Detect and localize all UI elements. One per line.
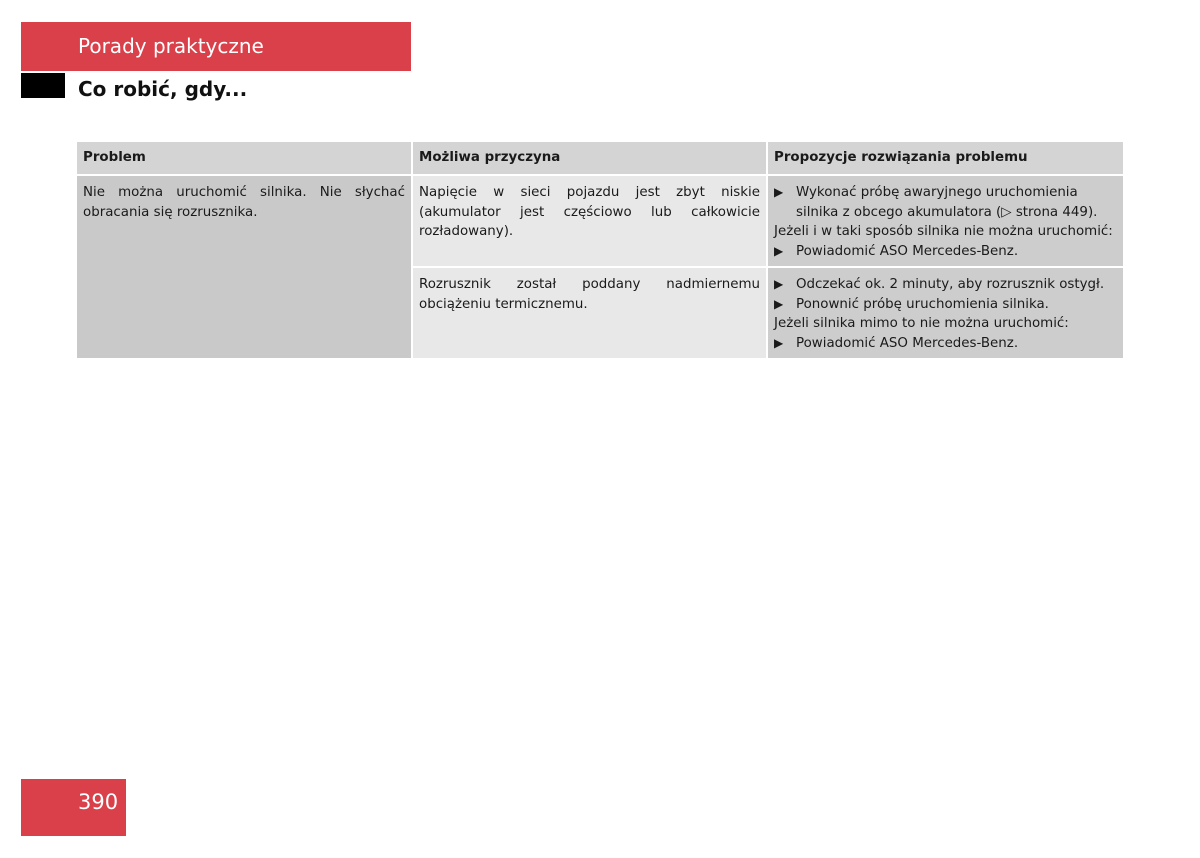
solution-step-text: Wykonać próbę awaryjnego uruchomienia silnika z obcego akumulatora (▷ strona 449). <box>796 185 1098 220</box>
solution-step <box>774 295 1117 315</box>
subsection-title: Co robić, gdy... <box>78 77 248 101</box>
subsection-marker <box>21 73 65 98</box>
problem-cell: Nie można uruchomić silnika. Nie słychać obracania się rozrusznika. <box>77 175 412 358</box>
solution-step-text: Powiadomić ASO Mercedes-Benz. <box>796 335 1019 351</box>
solution-note: Jeżeli silnika mimo to nie można uruchomić: <box>774 316 1069 331</box>
solution-step <box>774 334 1117 354</box>
cause-cell: Rozrusznik został poddany nadmiernemu obciążeniu termicznemu. <box>412 267 767 358</box>
play-arrow-icon: ▶ <box>774 335 784 350</box>
solution-step <box>774 275 1117 295</box>
play-arrow-icon: ▶ <box>774 296 784 311</box>
page-number-tab <box>21 779 126 836</box>
play-arrow-icon: ▶ <box>774 185 784 199</box>
solution-step <box>774 242 1117 262</box>
section-header-bar <box>21 22 411 71</box>
play-arrow-icon: ▶ <box>774 243 784 258</box>
solution-step <box>774 183 1117 222</box>
solution-step-text: Odczekać ok. 2 minuty, aby rozrusznik ostygł. <box>796 277 1105 292</box>
table-header-row <box>77 142 1123 175</box>
solution-step-text: Powiadomić ASO Mercedes-Benz. <box>796 243 1019 259</box>
column-header-problem: Problem <box>77 142 412 175</box>
solution-note: Jeżeli i w taki sposób silnika nie można uruchomić: <box>774 224 1113 239</box>
solution-cell <box>767 175 1123 267</box>
cause-cell: Napięcie w sieci pojazdu jest zbyt niskie (akumulator jest częściowo lub całkowicie rozładowany). <box>412 175 767 267</box>
play-arrow-icon: ▶ <box>774 277 784 291</box>
solution-step-text: Ponownić próbę uruchomienia silnika. <box>796 296 1049 312</box>
page-number: 390 <box>78 790 119 814</box>
section-title: Porady praktyczne <box>78 34 264 58</box>
column-header-solution: Propozycje rozwiązania problemu <box>767 142 1123 175</box>
troubleshooting-table <box>77 142 1123 358</box>
solution-cell <box>767 267 1123 358</box>
column-header-cause: Możliwa przyczyna <box>412 142 767 175</box>
table-row <box>77 175 1123 267</box>
